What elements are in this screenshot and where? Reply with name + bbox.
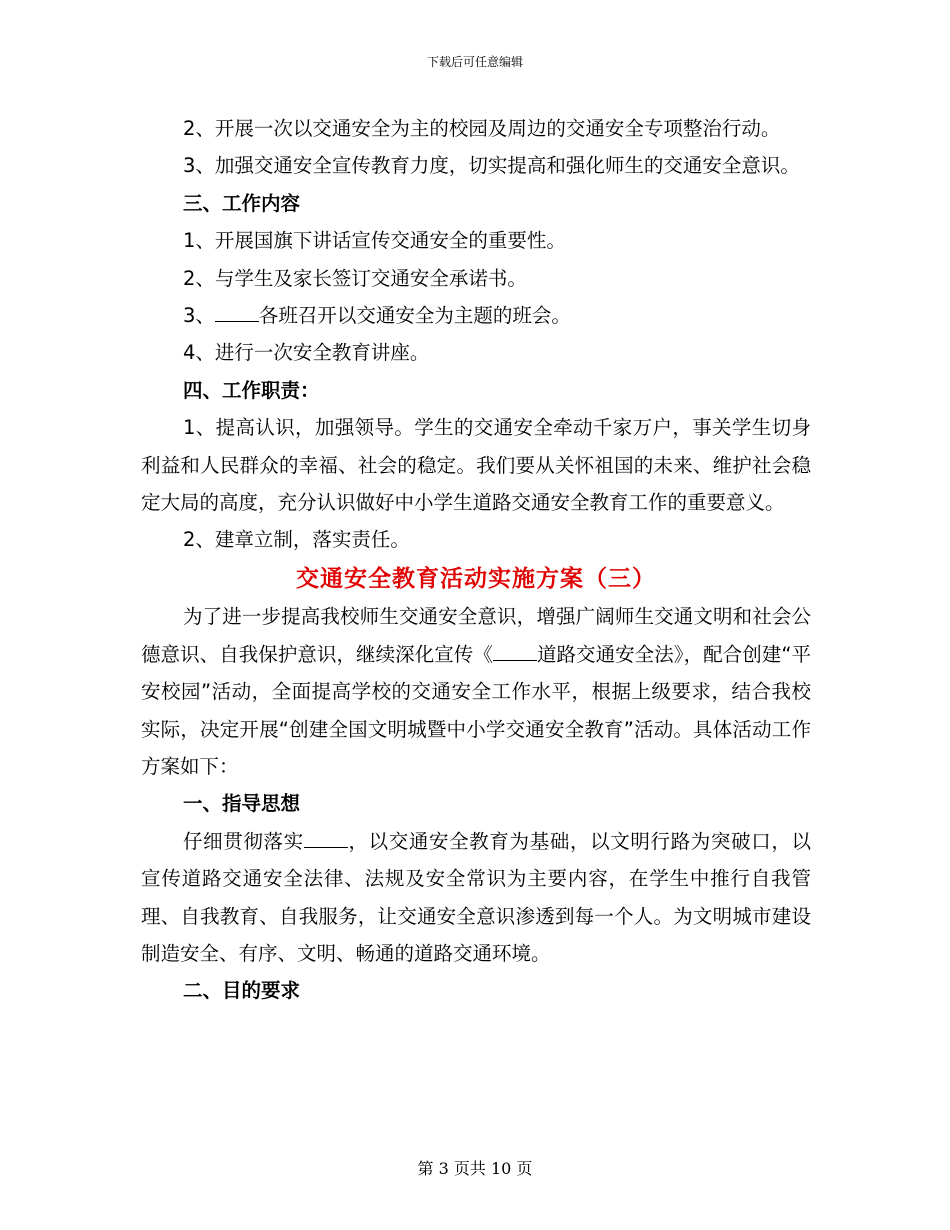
content-item-2: 2、与学生及家长签订交通安全承诺书。: [183, 266, 527, 290]
guiding-text-b: ，以交通安全教育为基础，以文明行路为突破口，以宣传道路交通安全法律、法规及安全常识为主要内容，在学生中推行自我管理、自我教育、自我服务，让交通安全意识渗透到每一个人。为文明城市建设制造安全、有序、文明、畅通的道路交通环境。: [141, 829, 811, 965]
document-body: [141, 110, 811, 1010]
intro-paragraph: [141, 598, 811, 785]
heading-guiding-thought: 一、指导思想: [183, 792, 301, 816]
header-note: 下载后可任意编辑: [426, 55, 523, 69]
content-item-1: 1、开展国旗下讲话宣传交通安全的重要性。: [183, 229, 566, 253]
paragraph-item-3: 3、加强交通安全宣传教育力度，切实提高和强化师生的交通安全意识。: [183, 154, 800, 178]
section-title: 交通安全教育活动实施方案（三）: [296, 565, 656, 592]
content-item-3-text: 各班召开以交通安全为主题的班会。: [258, 304, 571, 328]
heading-work-content: 三、工作内容: [183, 191, 301, 215]
heading-work-duties: 四、工作职责：: [183, 378, 320, 402]
page-number: 第 3 页共 10 页: [417, 1159, 533, 1178]
content-item-3-prefix: 3、: [183, 304, 215, 328]
intro-text-b: 道路交通安全法》，配合创建“平安校园”活动，全面提高学校的交通安全工作水平，根据上级要求，结合我校实际，决定开展“创建全国文明城暨中小学交通安全教育”活动。具体活动工作方案如下：: [141, 642, 811, 778]
intro-text-a: 为了进一步提高我校师生交通安全意识，增强广阔师生交通文明和社会公德意识、自我保护意识，继续深化宣传《: [141, 605, 811, 666]
content-item-3: [141, 297, 811, 334]
guiding-text-a: 仔细贯彻落实: [183, 829, 304, 853]
blank-underline: [493, 642, 537, 661]
duty-item-2: 2、建章立制，落实责任。: [183, 528, 410, 552]
blank-underline: [215, 303, 259, 322]
guiding-paragraph: [141, 823, 811, 973]
blank-underline: [304, 829, 348, 848]
paragraph-item-2: 2、开展一次以交通安全为主的校园及周边的交通安全专项整治行动。: [183, 117, 781, 140]
heading-objectives: 二、目的要求: [183, 979, 301, 1003]
content-item-4: 4、进行一次安全教育讲座。: [183, 341, 430, 365]
duty-item-1: 1、提高认识，加强领导。学生的交通安全牵动千家万户，事关学生切身利益和人民群众的幸福、社会的稳定。我们要从关怀祖国的未来、维护社会稳定大局的高度，充分认识做好中小学生道路交通安全教育工作的重要意义。: [141, 416, 811, 515]
